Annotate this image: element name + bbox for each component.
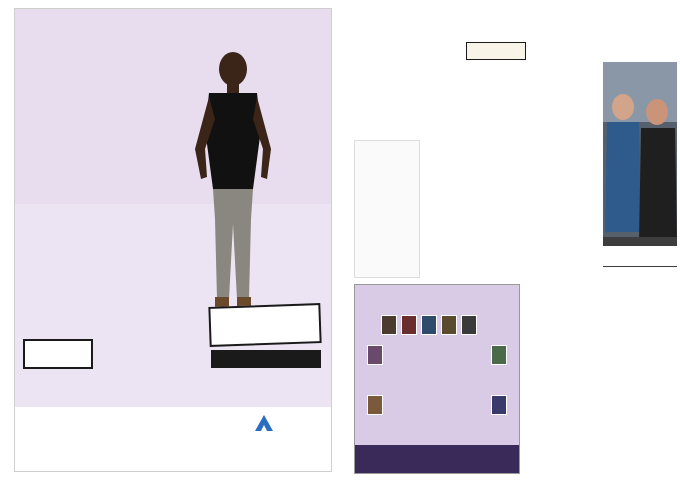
book-cover-thumb: [461, 315, 477, 335]
deutsche-aids-hilfe-logo: [253, 411, 332, 437]
book-cover-thumb: [381, 315, 397, 335]
flyer-footer: [355, 445, 519, 474]
book-cover-thumb: [367, 345, 383, 365]
book-cover-thumb: [441, 315, 457, 335]
lesenacht-flyer: [354, 284, 520, 474]
photo-caption: [603, 246, 677, 266]
book-cover-thumb: [491, 395, 507, 415]
poster-url[interactable]: [211, 350, 321, 368]
book-cover-thumb: [401, 315, 417, 335]
man-figure-image: [187, 49, 277, 339]
aids-hilfe-icon: [253, 413, 275, 435]
newsletter-masthead: [354, 10, 670, 40]
lesenacht-col-1: [526, 296, 602, 474]
table-of-contents: [354, 140, 420, 278]
group-photo: [603, 62, 677, 267]
book-cover-thumb: [491, 345, 507, 365]
slogan-badge: [208, 303, 321, 347]
book-cover-thumb: [367, 395, 383, 415]
buchmesse-col-3: [540, 72, 602, 247]
poster-background-top: [15, 9, 331, 204]
iwwit-poster: [14, 8, 332, 472]
buchmesse-col-1: [354, 95, 418, 140]
buchmesse-col-2: [475, 95, 535, 245]
iwwit-testwochen-logo: [23, 339, 93, 369]
rosa-luste-logo: [466, 42, 526, 60]
newsletter-page: [340, 0, 680, 481]
book-cover-thumb: [421, 315, 437, 335]
lesenacht-col-2: [606, 296, 676, 474]
